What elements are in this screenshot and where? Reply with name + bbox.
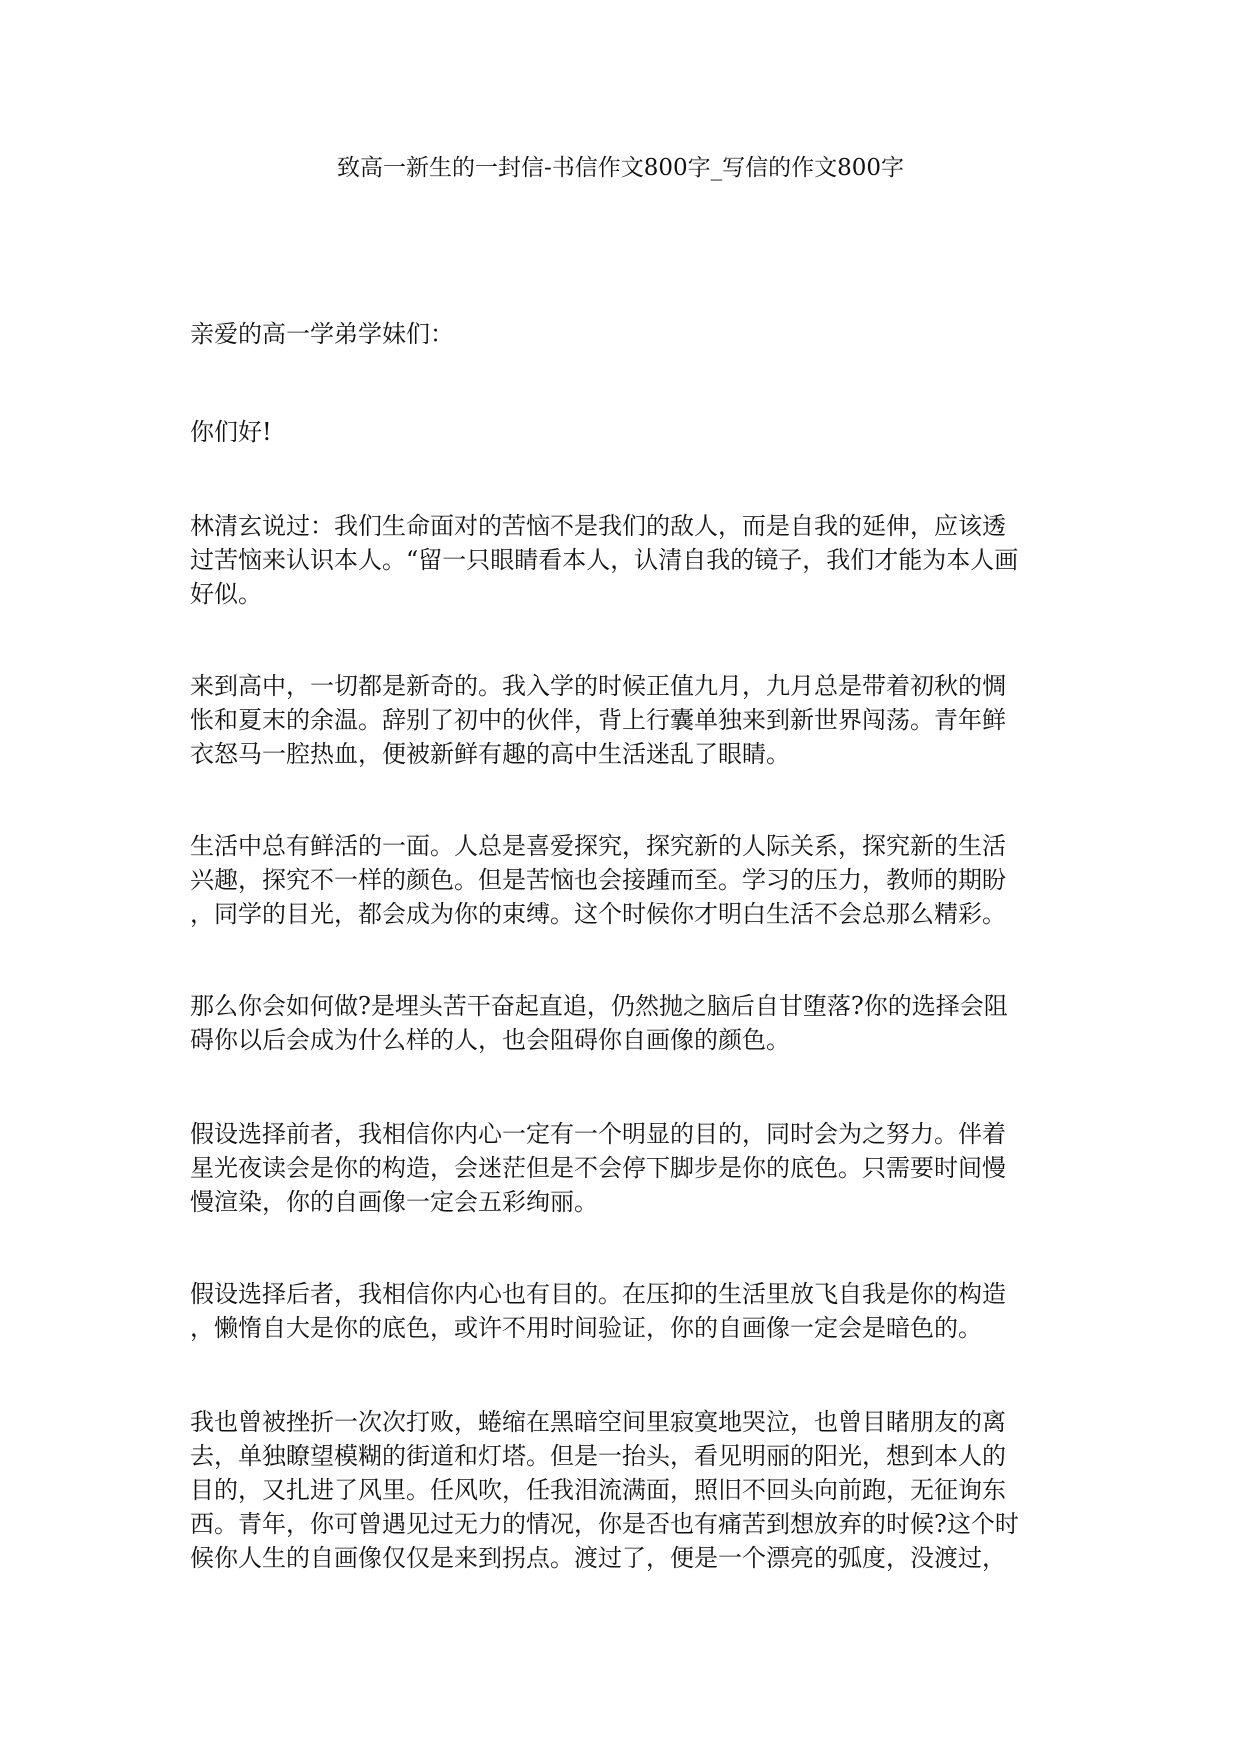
paragraph-line: 西。青年，你可曾遇见过无力的情况，你是否也有痛苦到想放弃的时候?这个时 (190, 1510, 1019, 1538)
paragraph-line: 碍你以后会成为什么样的人，也会阻碍你自画像的颜色。 (190, 1026, 790, 1054)
paragraph-line: 去，单独瞭望模糊的街道和灯塔。但是一抬头，看见明丽的阳光，想到本人的 (190, 1442, 1006, 1470)
greeting (190, 415, 1066, 449)
paragraph-line: 假设选择后者，我相信你内心也有目的。在压抑的生活里放飞自我是你的构造 (190, 1280, 1006, 1308)
paragraph-7 (190, 1405, 1066, 1575)
paragraph-3 (190, 829, 1066, 931)
paragraph-line: 衣怒马一腔热血，便被新鲜有趣的高中生活迷乱了眼睛。 (190, 740, 790, 768)
paragraph-line: 假设选择前者，我相信你内心一定有一个明显的目的，同时会为之努力。伴着 (190, 1120, 1006, 1148)
paragraph-4 (190, 989, 1066, 1057)
paragraph-line: ，同学的目光，都会成为你的束缚。这个时候你才明白生活不会总那么精彩。 (190, 900, 1006, 928)
paragraph-2 (190, 669, 1066, 771)
paragraph-line: 星光夜读会是你的构造，会迷茫但是不会停下脚步是你的底色。只需要时间慢 (190, 1154, 1006, 1182)
paragraph-line: 那么你会如何做?是埋头苦干奋起直追，仍然抛之脑后自甘堕落?你的选择会阻 (190, 992, 1008, 1020)
paragraph-6 (190, 1277, 1066, 1345)
paragraph-5 (190, 1117, 1066, 1219)
paragraph-line: 目的，又扎进了风里。任风吹，任我泪流满面，照旧不回头向前跑，无征询东 (190, 1476, 1006, 1504)
paragraph-line: 生活中总有鲜活的一面。人总是喜爱探究，探究新的人际关系，探究新的生活 (190, 832, 1006, 860)
salutation (190, 317, 1066, 351)
paragraph-line: 慢渲染，你的自画像一定会五彩绚丽。 (190, 1188, 598, 1216)
paragraph-line: 我也曾被挫折一次次打败，蜷缩在黑暗空间里寂寞地哭泣，也曾目睹朋友的离 (190, 1408, 1006, 1436)
greeting-text: 你们好! (190, 418, 272, 446)
paragraph-line: ，懒惰自大是你的底色，或许不用时间验证，你的自画像一定会是暗色的。 (190, 1314, 982, 1342)
document-title: 致高一新生的一封信-书信作文800字_写信的作文800字 (336, 155, 905, 181)
paragraph-line: 怅和夏末的余温。辞别了初中的伙伴，背上行囊单独来到新世界闯荡。青年鲜 (190, 706, 1006, 734)
paragraph-line: 兴趣，探究不一样的颜色。但是苦恼也会接踵而至。学习的压力，教师的期盼 (190, 866, 1006, 894)
salutation-text: 亲爱的高一学弟学妹们： (190, 320, 454, 348)
paragraph-line: 林清玄说过：我们生命面对的苦恼不是我们的敌人，而是自我的延伸，应该透 (190, 512, 1006, 540)
paragraph-line: 过苦恼来认识本人。“留一只眼睛看本人，认清自我的镜子，我们才能为本人画 (190, 546, 1019, 574)
paragraph-line: 来到高中，一切都是新奇的。我入学的时候正值九月，九月总是带着初秋的惆 (190, 672, 1006, 700)
paragraph-1 (190, 509, 1066, 611)
paragraph-line: 好似。 (190, 580, 262, 608)
paragraph-line: 候你人生的自画像仅仅是来到拐点。渡过了，便是一个漂亮的弧度，没渡过， (190, 1544, 1006, 1572)
